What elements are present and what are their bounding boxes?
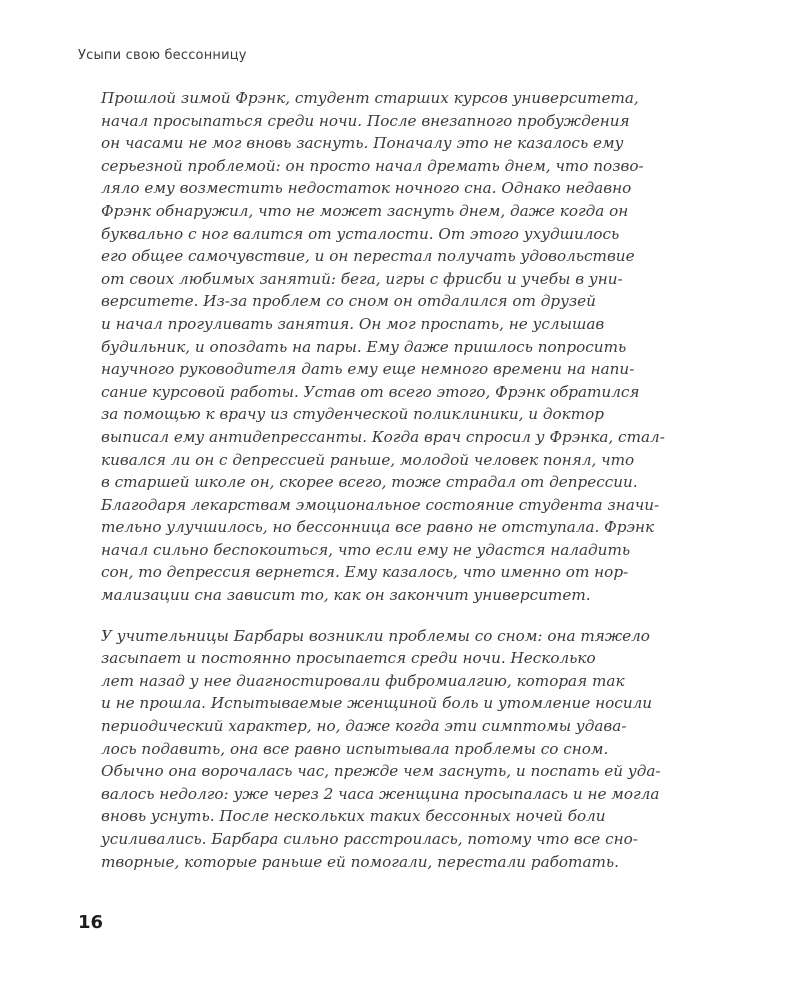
text-line: валось недолго: уже через 2 часа женщина просыпалась и не могла <box>101 784 660 803</box>
text-line: серьезной проблемой: он просто начал дремать днем, что позво- <box>101 156 644 175</box>
text-line: сон, то депрессия вернется. Ему казалось, что именно от нор- <box>101 563 629 582</box>
text-line: начал сильно беспокоиться, что если ему не удастся наладить <box>101 540 631 559</box>
text-line: творные, которые раньше ей помогали, перестали работать. <box>101 852 619 871</box>
text-line: Обычно она ворочалась час, прежде чем заснуть, и поспать ей уда- <box>101 762 661 781</box>
text-line: начал просыпаться среди ночи. После внезапного пробуждения <box>101 111 630 130</box>
text-line: тельно улучшилось, но бессонница все равно не отступала. Фрэнк <box>101 518 655 537</box>
text-line: засыпает и постоянно просыпается среди ночи. Несколько <box>101 649 596 668</box>
text-line: ляло ему возместить недостаток ночного сна. Однако недавно <box>101 179 632 198</box>
text-line: от своих любимых занятий: бега, игры с фрисби и учебы в уни- <box>101 269 623 288</box>
text-line: периодический характер, но, даже когда эти симптомы удава- <box>101 717 627 736</box>
text-line: усиливались. Барбара сильно расстроилась, потому что все сно- <box>101 830 638 848</box>
text-line: в старшей школе он, скорее всего, тоже страдал от депрессии. <box>101 473 638 492</box>
running-head: Усыпи свою бессонницу <box>78 48 247 63</box>
text-line: сание курсовой работы. Устав от всего этого, Фрэнк обратился <box>101 382 640 401</box>
text-line: будильник, и опоздать на пары. Ему даже пришлось попросить <box>101 337 627 356</box>
text-line: научного руководителя дать ему еще немного времени на напи- <box>101 360 635 379</box>
text-line: его общее самочувствие, и он перестал получать удовольствие <box>101 247 635 266</box>
text-line: буквально с ног валится от усталости. От этого ухудшилось <box>101 224 620 243</box>
text-line: кивался ли он с депрессией раньше, молодой человек понял, что <box>101 450 635 469</box>
body-text <box>101 87 701 873</box>
text-line: вновь уснуть. После нескольких таких бессонных ночей боли <box>101 807 606 826</box>
text-line: и начал прогуливать занятия. Он мог проспать, не услышав <box>101 314 605 333</box>
text-line: он часами не мог вновь заснуть. Поначалу это не казалось ему <box>101 134 624 153</box>
paragraph <box>101 87 701 607</box>
page-number: 16 <box>78 912 104 933</box>
text-line: лет назад у нее диагностировали фибромиалгию, которая так <box>101 671 625 690</box>
paragraph <box>101 625 701 874</box>
text-line: Фрэнк обнаружил, что не может заснуть днем, даже когда он <box>101 201 629 220</box>
text-line: и не прошла. Испытываемые женщиной боль и утомление носили <box>101 694 653 713</box>
text-line: Прошлой зимой Фрэнк, студент старших курсов университета, <box>101 89 639 107</box>
text-line: выписал ему антидепрессанты. Когда врач спросил у Фрэнка, стал- <box>101 427 665 446</box>
text-line: мализации сна зависит то, как он закончит университет. <box>101 586 591 605</box>
text-line: Благодаря лекарствам эмоциональное состояние студента значи- <box>101 495 660 514</box>
text-line: за помощью к врачу из студенческой поликлиники, и доктор <box>101 405 604 424</box>
text-line: верситете. Из-за проблем со сном он отдалился от друзей <box>101 292 596 311</box>
text-line: лось подавить, она все равно испытывала проблемы со сном. <box>101 739 609 758</box>
text-line: У учительницы Барбары возникли проблемы со сном: она тяжело <box>101 626 650 645</box>
